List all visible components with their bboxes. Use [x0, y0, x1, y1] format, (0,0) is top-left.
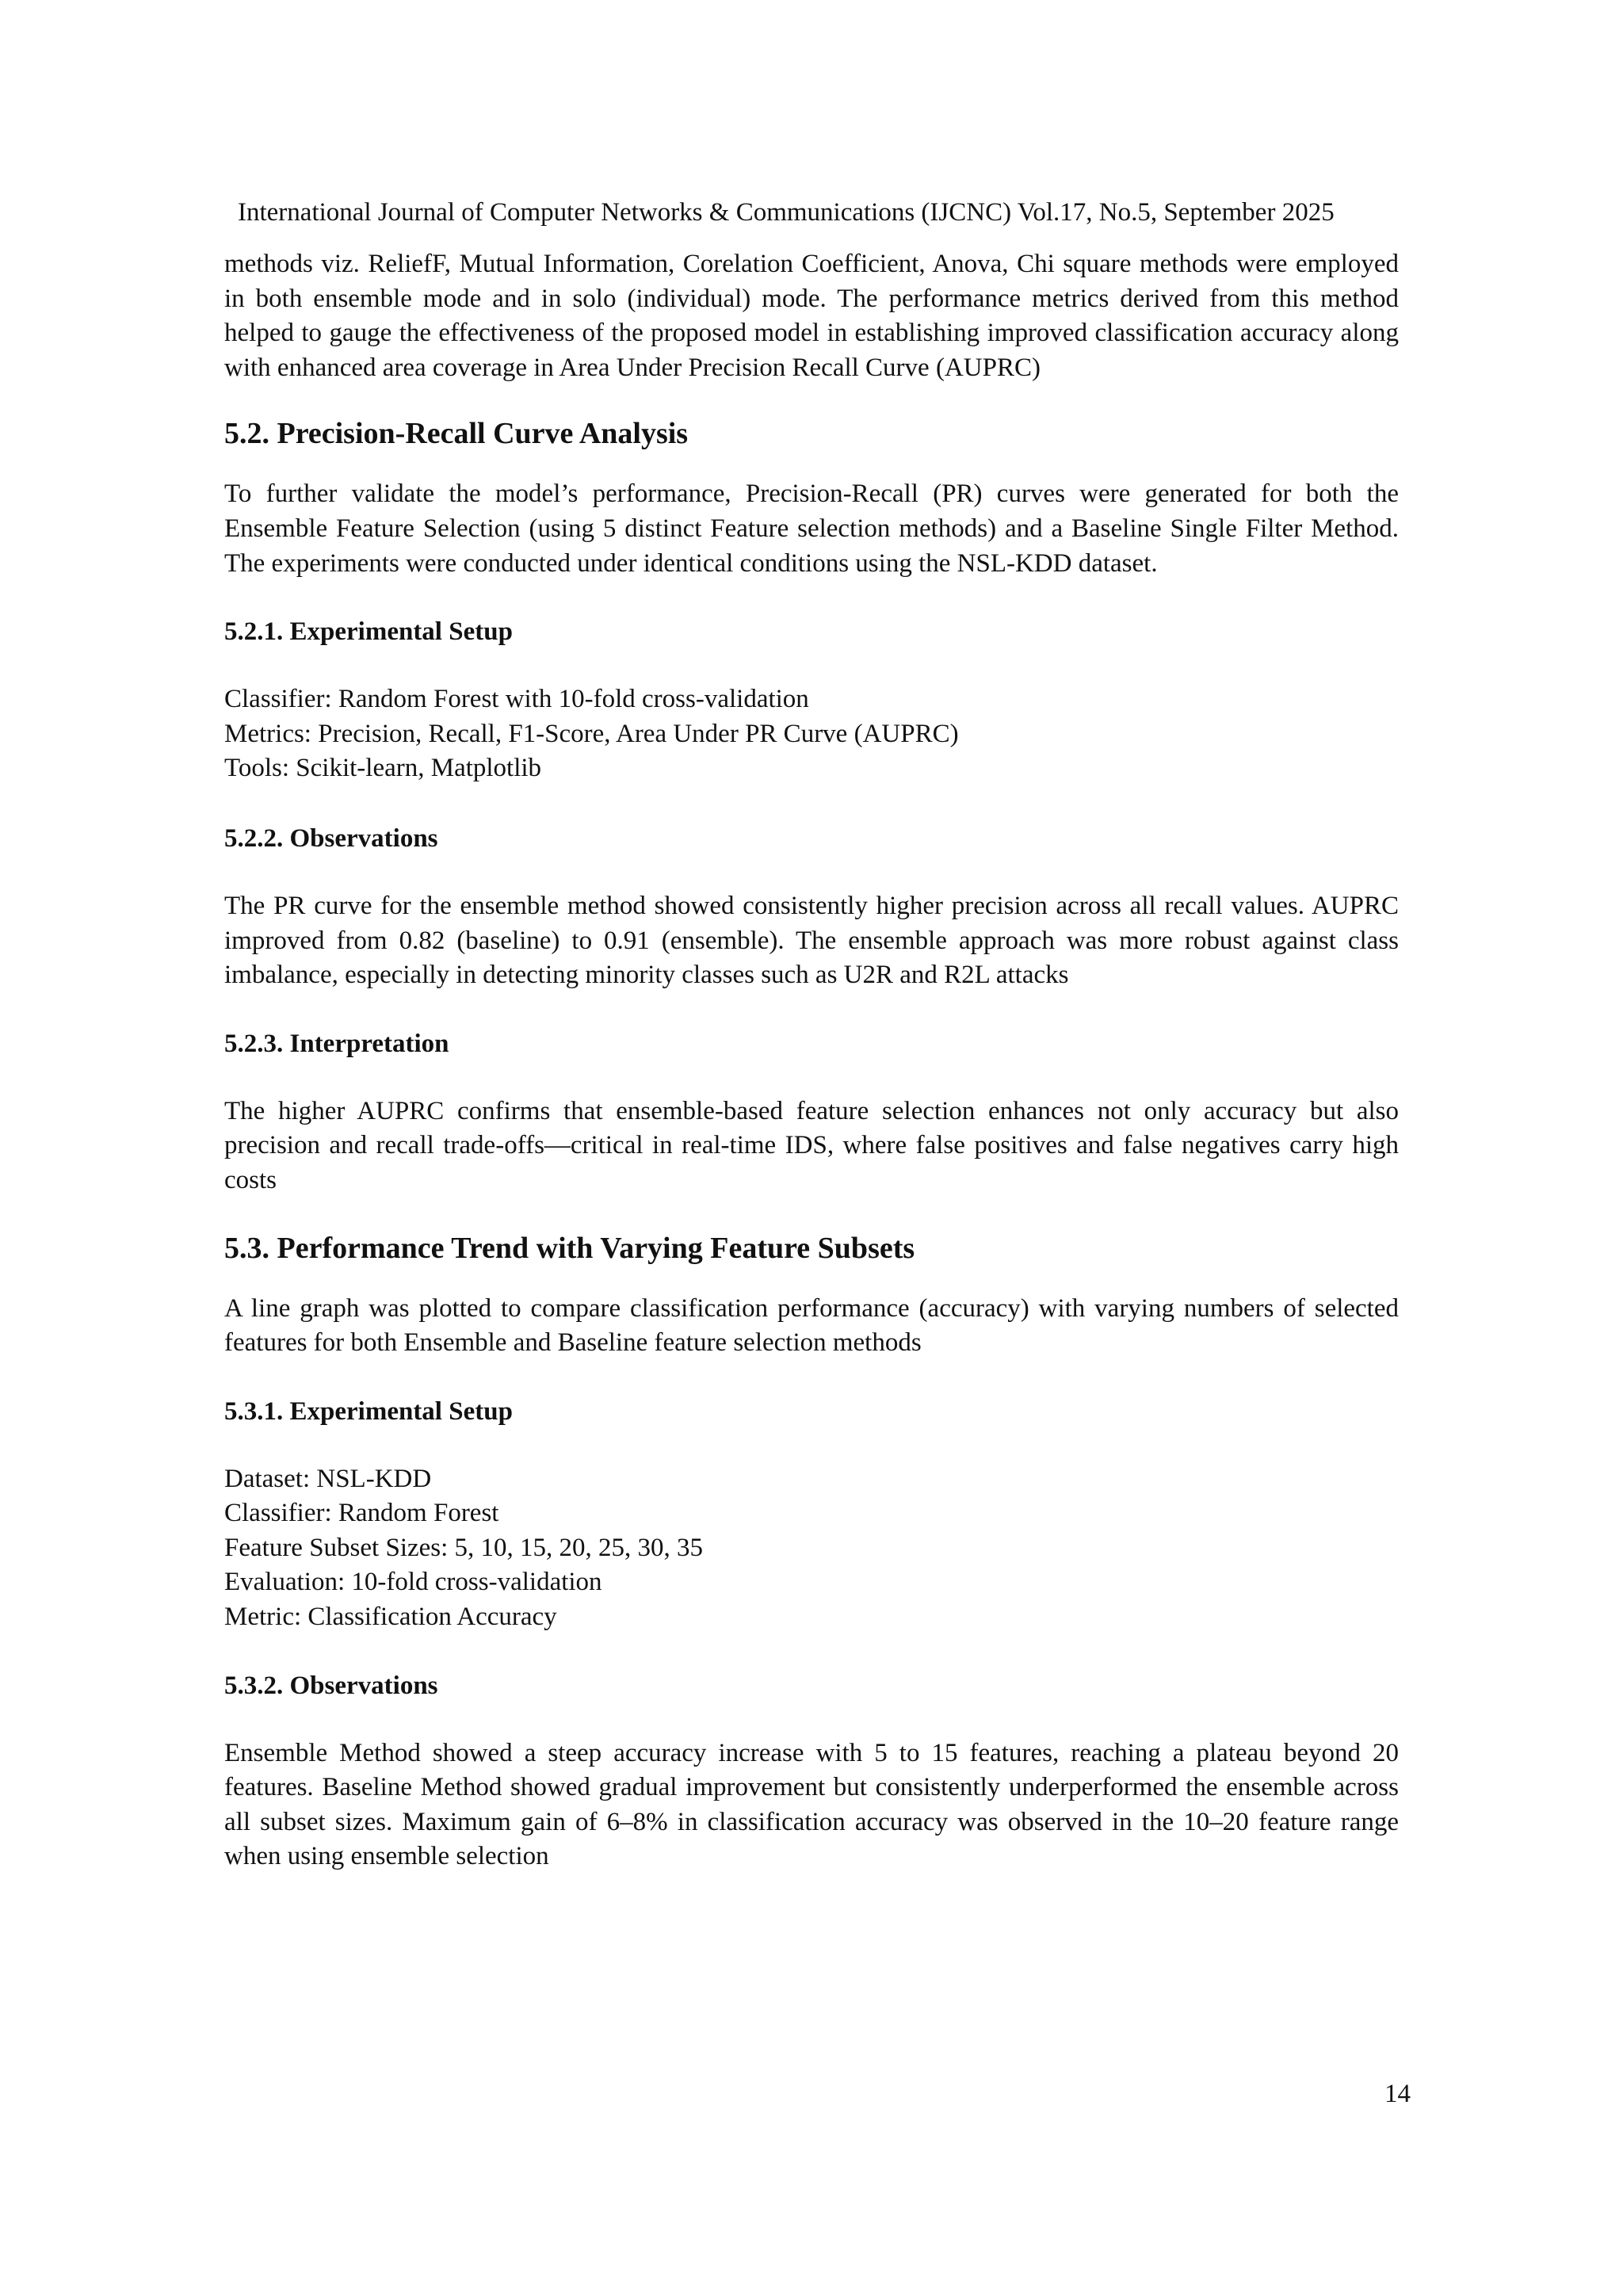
setup-line: Dataset: NSL-KDD [224, 1464, 432, 1493]
setup-line: Metric: Classification Accuracy [224, 1603, 557, 1632]
setup-line: Feature Subset Sizes: 5, 10, 15, 20, 25, 30, 35 [224, 1533, 704, 1562]
section-5-2-1-setup-list [224, 682, 1399, 786]
section-5-2-paragraph: To further validate the model’s performance, Precision-Recall (PR) curves were generated for both the Ensemble Feature Selection (using 5 distinct Feature selection methods) and a Baseline Single Filter Method. The experiments were conducted under identical conditions using the NSL-KDD dataset. [224, 479, 1399, 578]
section-5-3-2-paragraph: Ensemble Method showed a steep accuracy increase with 5 to 15 features, reaching a plateau beyond 20 features. Baseline Method showed gradual improvement but consistently underperformed the ensemble across all subset sizes. Maximum gain of 6–8% in classification accuracy was observed in the 10–20 feature range when using ensemble selection [224, 1738, 1399, 1871]
section-5-3-1-heading: 5.3.1. Experimental Setup [224, 1396, 513, 1426]
section-5-3-paragraph: A line graph was plotted to compare classification performance (accuracy) with varying numbers of selected features for both Ensemble and Baseline feature selection methods [224, 1293, 1399, 1358]
section-5-2-2-paragraph: The PR curve for the ensemble method showed consistently higher precision across all recall values. AUPRC improved from 0.82 (baseline) to 0.91 (ensemble). The ensemble approach was more robust against class imbalance, especially in detecting minority classes such as U2R and R2L attacks [224, 891, 1399, 990]
setup-line: Evaluation: 10-fold cross-validation [224, 1568, 602, 1597]
page-number: 14 [1384, 2080, 1411, 2108]
section-5-2-1-heading: 5.2.1. Experimental Setup [224, 617, 513, 647]
setup-line: Metrics: Precision, Recall, F1-Score, Area Under PR Curve (AUPRC) [224, 719, 959, 748]
intro-paragraph: methods viz. ReliefF, Mutual Information, Corelation Coefficient, Anova, Chi square methods were employed in both ensemble mode and in solo (individual) mode. The performance metrics derived from this method helped to gauge the effectiveness of the proposed model in establishing improved classification accuracy along with enhanced area coverage in Area Under Precision Recall Curve (AUPRC) [224, 250, 1399, 382]
setup-line: Tools: Scikit-learn, Matplotlib [224, 754, 542, 783]
running-header: International Journal of Computer Networks & Communications (IJCNC) Vol.17, No.5, September 2025 [238, 198, 1335, 227]
section-5-2-3-heading: 5.2.3. Interpretation [224, 1029, 449, 1058]
page-body [224, 247, 1399, 1874]
setup-line: Classifier: Random Forest [224, 1499, 499, 1528]
setup-line: Classifier: Random Forest with 10-fold cross-validation [224, 685, 809, 714]
section-5-2-heading: 5.2. Precision-Recall Curve Analysis [224, 417, 689, 451]
section-5-2-3-paragraph: The higher AUPRC confirms that ensemble-based feature selection enhances not only accuracy but also precision and recall trade-offs—critical in real-time IDS, where false positives and false negatives carry high costs [224, 1096, 1399, 1194]
section-5-3-heading: 5.3. Performance Trend with Varying Feature Subsets [224, 1231, 915, 1265]
section-5-3-2-heading: 5.3.2. Observations [224, 1671, 438, 1700]
section-5-3-1-setup-list [224, 1462, 1399, 1635]
section-5-2-2-heading: 5.2.2. Observations [224, 823, 438, 853]
